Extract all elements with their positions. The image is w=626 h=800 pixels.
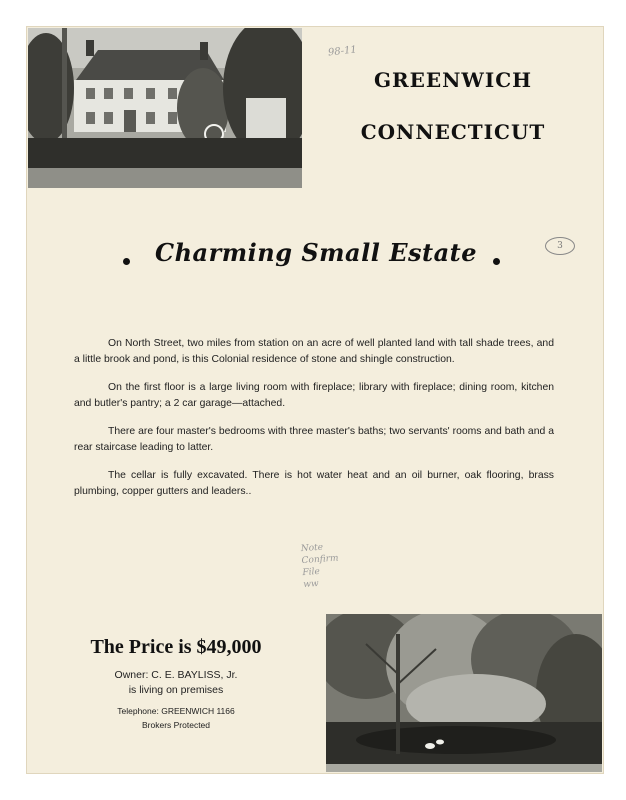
pencil-line: File [302,566,321,579]
pencil-annotation-top: 98-11 [327,44,358,59]
bullet-right [493,258,500,265]
paragraph-bedrooms: There are four master's bedrooms with three master's baths; two servants' rooms and bath and a rear staircase leading to latter. [74,426,554,453]
pencil-annotation-mid [300,539,363,591]
owner-block [66,668,286,698]
pencil-line: Confirm [301,553,339,567]
bullet-left [123,258,130,265]
flyer-page [26,26,604,774]
contact-block [66,704,286,732]
house-photo [28,28,302,188]
telephone: Telephone: GREENWICH 1166 [117,706,235,716]
description-body [74,336,554,512]
brokers-note: Brokers Protected [141,720,211,730]
paragraph-first-floor: On the first floor is a large living room with fireplace; library with fireplace; dining room, kitchen and butler's pantry; a 2 car garage—attached. [74,382,554,409]
state-heading: CONNECTICUT [360,120,546,144]
owner-name: Owner: C. E. BAYLISS, Jr. [114,669,238,681]
circled-pencil-mark: 3 [545,237,575,255]
city-heading: GREENWICH [373,68,533,92]
owner-note: is living on premises [128,684,224,696]
paragraph-cellar: The cellar is fully excavated. There is hot water heat and an oil burner, oak flooring, brass plumbing, copper gutters and leaders.. [74,470,554,497]
pond-photo [326,614,602,772]
paragraph-location: On North Street, two miles from station on an acre of well planted land with tall shade trees, and a little brook and pond, is this Colonial residence of stone and shingle construction. [74,338,554,365]
pencil-line: ww [302,578,320,591]
headline: Charming Small Estate [154,238,477,267]
price-heading: The Price is $49,000 [90,636,262,658]
pencil-line: Note [300,542,324,555]
